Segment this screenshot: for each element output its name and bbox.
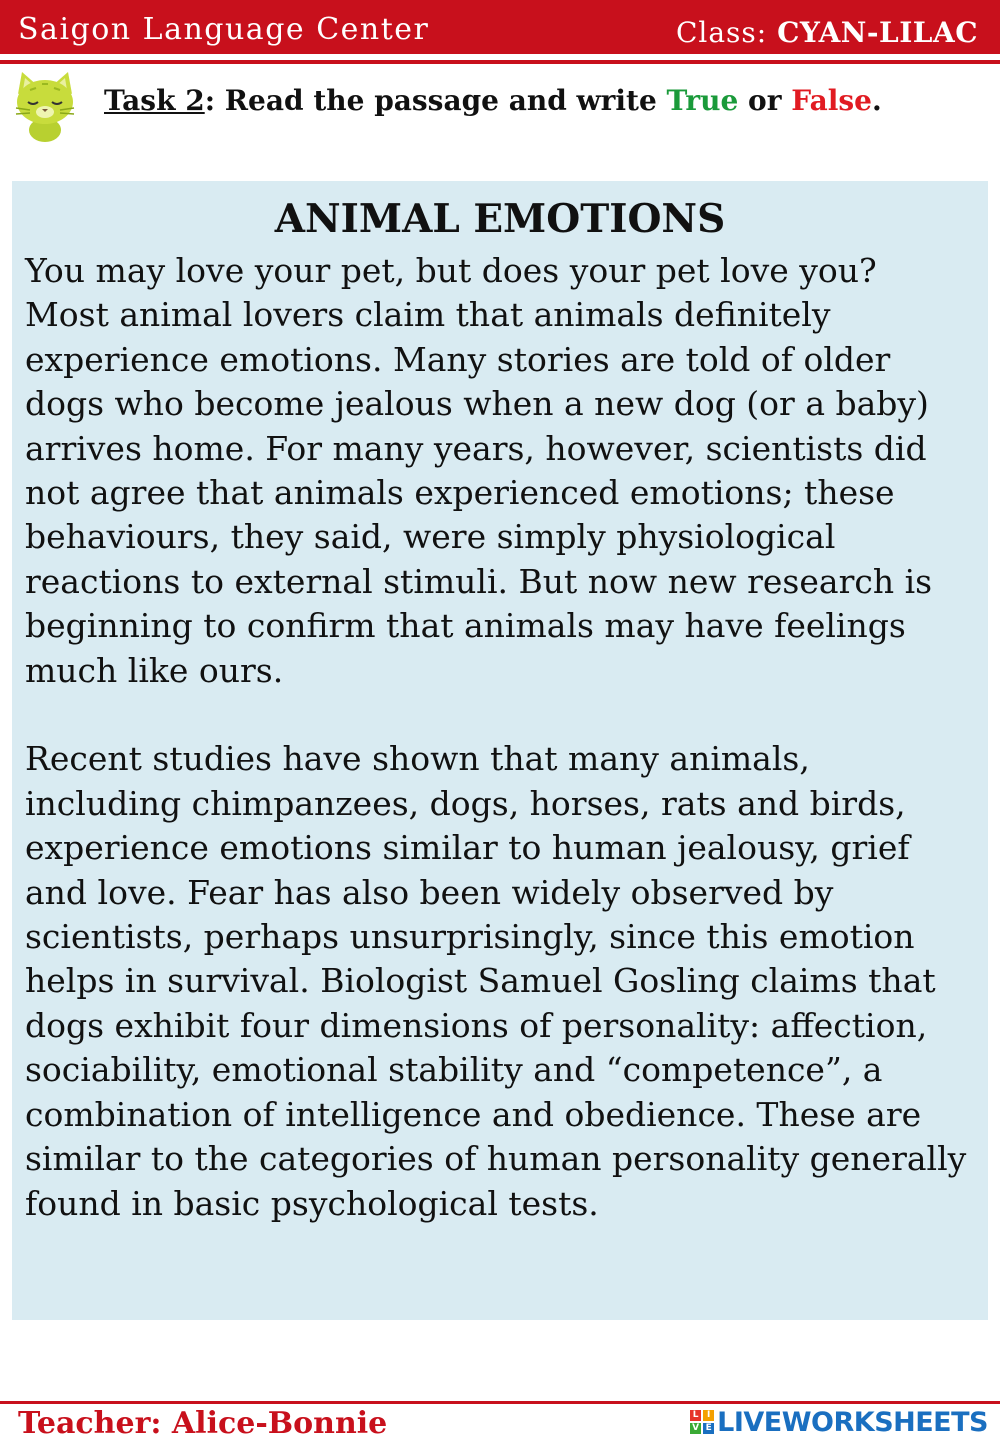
connector-word: or (738, 84, 792, 117)
task-end-punctuation: . (871, 84, 882, 117)
paragraph: Recent studies have shown that many animals, including chimpanzees, dogs, horses, rats and birds, experience emotions similar to human jealousy, grief and love. Fear has also been widely observed by scientists, perhaps unsurprisingly, since this emotion helps in survival. Biologist Samuel Gosling claims that dogs exhibit four dimensions of personality: affection, sociability, emotional stability and “competence”, a combination of intelligence and obedience. These are similar to the categories of human personality generally found in basic psychological tests. (25, 739, 967, 1223)
logo-grid-icon: L I V E (690, 1410, 714, 1434)
logo-text: LIVEWORKSHEETS (717, 1406, 988, 1438)
class-info (676, 16, 978, 49)
task-instruction-text: : Read the passage and write (204, 84, 667, 117)
true-word: True (666, 84, 739, 117)
liveworksheets-logo (690, 1405, 988, 1439)
paragraph: You may love your pet, but does your pet love you? Most animal lovers claim that animals definitely experience emotions. Many stories are told of older dogs who become jealous when a new dog (or a baby) arrives home. For many years, however, scientists did not agree that animals experienced emotions; these behaviours, they said, were simply physiological reactions to external stimuli. But now new research is beginning to confirm that animals may have feelings much like ours. (25, 251, 933, 690)
class-label: Class: (675, 16, 768, 49)
passage-title: ANIMAL EMOTIONS (274, 196, 726, 242)
task-label: Task 2 (104, 84, 205, 117)
header-divider (0, 60, 1000, 64)
cat-icon (8, 68, 82, 142)
footer-divider (0, 1401, 1000, 1404)
teacher-name: Teacher: Alice-Bonnie (18, 1406, 388, 1441)
task-instruction (104, 84, 882, 117)
false-word: False (791, 84, 872, 117)
passage-body (25, 249, 970, 1226)
class-name: CYAN-LILAC (777, 16, 978, 49)
center-name: Saigon Language Center (18, 12, 430, 47)
